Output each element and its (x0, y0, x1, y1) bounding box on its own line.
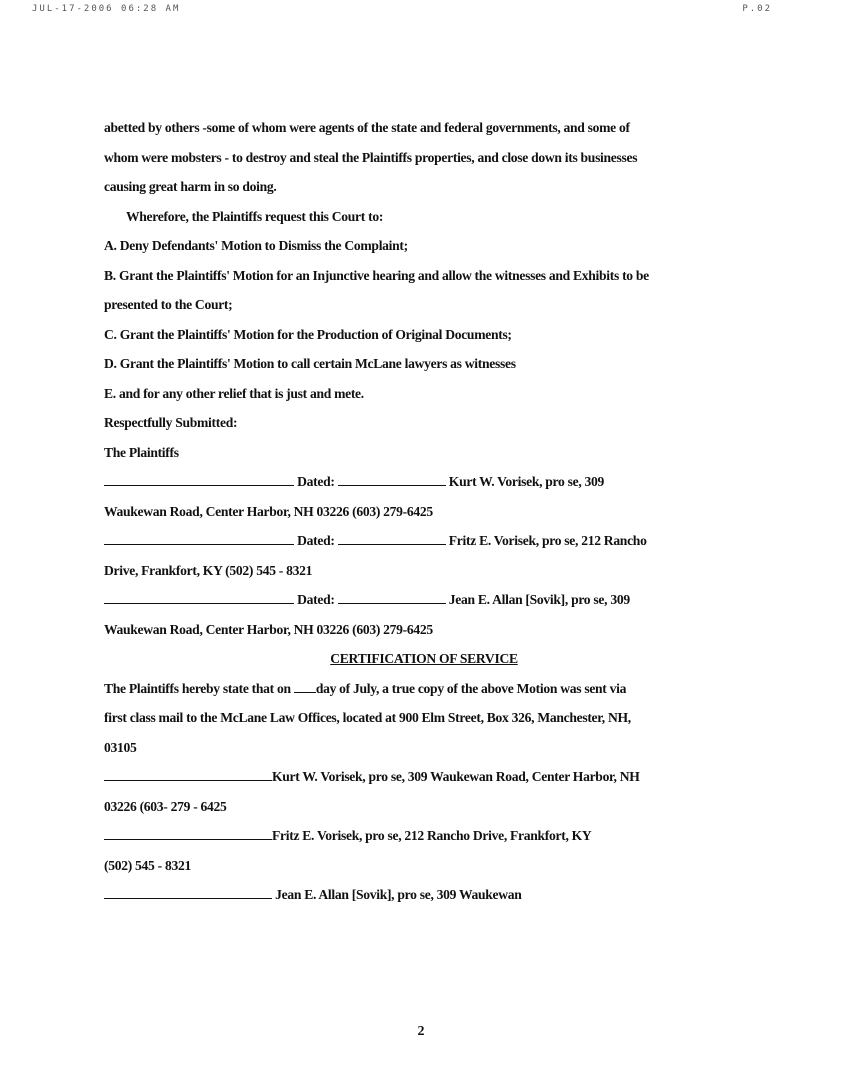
body-line: abetted by others -some of whom were agents of the state and federal governments, and some of (104, 120, 630, 135)
signer-name: Jean E. Allan [Sovik], pro se, 309 (448, 592, 630, 607)
the-plaintiffs: The Plaintiffs (104, 444, 179, 460)
certification-heading: CERTIFICATION OF SERVICE (330, 651, 518, 666)
dated-label: Dated: (297, 474, 335, 489)
signer-address: Waukewan Road, Center Harbor, NH 03226 (603) 279-6425 (104, 621, 433, 637)
date-blank (338, 592, 446, 604)
request-item-c: C. Grant the Plaintiffs' Motion for the Production of Original Documents; (104, 326, 512, 342)
wherefore-line: Wherefore, the Plaintiffs request this Court to: (126, 208, 384, 224)
dated-label: Dated: (297, 533, 335, 548)
request-item-b: B. Grant the Plaintiffs' Motion for an Injunctive hearing and allow the witnesses and Exhibits to be (104, 267, 649, 283)
date-blank (338, 533, 446, 545)
cert-signature-line (104, 880, 744, 910)
body-line: whom were mobsters - to destroy and steal the Plaintiffs properties, and close down its businesses (104, 149, 638, 165)
certification-text: first class mail to the McLane Law Offices, located at 900 Elm Street, Box 326, Manchester, NH, (104, 710, 631, 725)
cert-signer-cont: (502) 545 - 8321 (104, 857, 191, 873)
signer-address: Drive, Frankfort, KY (502) 545 - 8321 (104, 562, 313, 578)
signer-name: Kurt W. Vorisek, pro se, 309 (448, 474, 605, 489)
cert-signer: Jean E. Allan [Sovik], pro se, 309 Waukewan (275, 887, 522, 902)
fax-page-number: P.02 (742, 4, 772, 14)
certification-text-post: day of July, a true copy of the above Motion was sent via (315, 680, 627, 696)
signature-line (104, 526, 744, 556)
date-blank (338, 474, 446, 486)
signature-line (104, 467, 744, 497)
body-line: causing great harm in so doing. (104, 179, 277, 194)
cert-signer-cont: 03226 (603- 279 - 6425 (104, 798, 227, 814)
document-body (104, 113, 744, 910)
cert-signature-line (104, 762, 744, 792)
request-item-e: E. and for any other relief that is just and mete. (104, 385, 364, 401)
signature-blank (104, 592, 294, 604)
cert-signature-line (104, 821, 744, 851)
request-item-d: D. Grant the Plaintiffs' Motion to call certain McLane lawyers as witnesses (104, 356, 516, 371)
signature-line (104, 585, 744, 615)
signer-name: Fritz E. Vorisek, pro se, 212 Rancho (448, 533, 647, 548)
day-blank (294, 681, 316, 693)
request-item-b-cont: presented to the Court; (104, 297, 233, 312)
cert-signer: Kurt W. Vorisek, pro se, 309 Waukewan Road, Center Harbor, NH (272, 769, 640, 784)
signature-blank (104, 769, 272, 781)
signature-blank (104, 533, 294, 545)
certification-text (104, 674, 744, 704)
certification-zip: 03105 (104, 739, 137, 755)
certification-text-pre: The Plaintiffs hereby state that on (104, 680, 294, 696)
request-item-a: A. Deny Defendants' Motion to Dismiss the Complaint; (104, 238, 408, 253)
respectfully-submitted: Respectfully Submitted: (104, 415, 238, 430)
signature-blank (104, 887, 272, 899)
signer-address: Waukewan Road, Center Harbor, NH 03226 (603) 279-6425 (104, 503, 433, 519)
fax-header: JUL-17-2006 06:28 AM (32, 4, 181, 14)
cert-signer: Fritz E. Vorisek, pro se, 212 Rancho Drive, Frankfort, KY (272, 828, 592, 843)
signature-blank (104, 474, 294, 486)
page-number: 2 (417, 1024, 425, 1039)
signature-blank (104, 828, 272, 840)
dated-label: Dated: (297, 592, 335, 607)
